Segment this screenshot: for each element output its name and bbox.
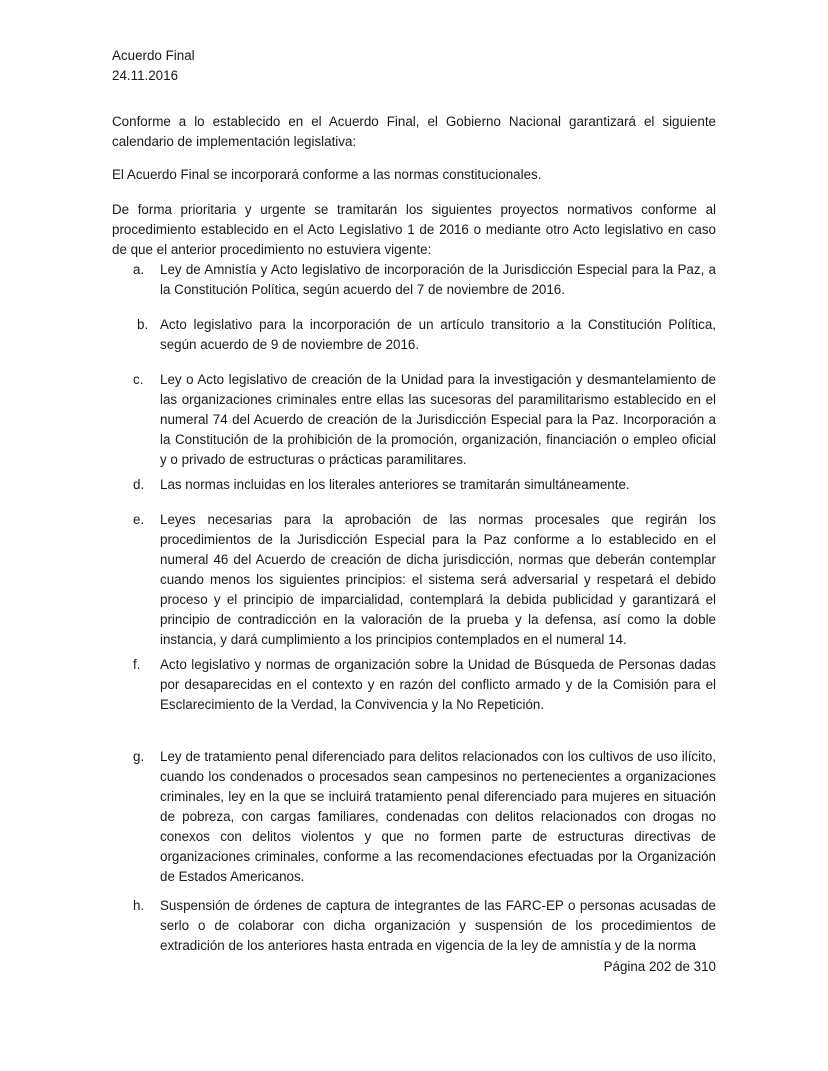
list-item-f [112, 655, 716, 715]
list-letter: c. [133, 372, 144, 387]
list-text: Ley de Amnistía y Acto legislativo de incorporación de la Jurisdicción Especial para la Paz, a la Constitución Política, según acuerdo del 7 de noviembre de 2016. [160, 262, 716, 297]
list-letter: g. [133, 749, 145, 764]
list-letter: a. [133, 262, 145, 277]
list-letter: e. [133, 512, 145, 527]
list-text: Leyes necesarias para la aprobación de las normas procesales que regirán los procedimientos de la Jurisdicción Especial para la Paz conforme a lo establecido en el numeral 46 del Acuerdo de creación de dicha jurisdicción, normas que deberán contemplar cuando menos los siguientes principios: el sistema será adversarial y respetará el debido proceso y el principio de imparcialidad, contemplará la debida publicidad y garantizará el principio de contradicción en la valoración de la prueba y la defensa, así como la doble instancia, y dará cumplimiento a los principios contemplados en el numeral 14. [160, 512, 716, 647]
list-text: Acto legislativo para la incorporación de un artículo transitorio a la Constitución Política, según acuerdo de 9 de noviembre de 2016. [160, 317, 716, 352]
list-item-h [112, 896, 716, 956]
list-item-a [112, 260, 716, 300]
list-text: Acto legislativo y normas de organización sobre la Unidad de Búsqueda de Personas dadas por desaparecidas en el contexto y en razón del conflicto armado y de la Comisión para el Esclarecimiento de la Verdad, la Convivencia y la No Repetición. [160, 657, 716, 712]
paragraph-priority: De forma prioritaria y urgente se tramitarán los siguientes proyectos normativos conforme al procedimiento establecido en el Acto Legislativo 1 de 2016 o mediante otro Acto legislativo en caso de que el anterior procedimiento no estuviera vigente: [112, 202, 716, 257]
list-item-c [112, 370, 716, 470]
paragraph-constitutional: El Acuerdo Final se incorporará conforme a las normas constitucionales. [112, 167, 542, 182]
list-item-g [112, 747, 716, 887]
list-item-d [112, 475, 716, 495]
list-item-b [112, 315, 716, 355]
header-date: 24.11.2016 [112, 68, 179, 83]
page-number: Página 202 de 310 [603, 959, 716, 974]
list-letter: d. [133, 477, 145, 492]
paragraph-intro: Conforme a lo establecido en el Acuerdo Final, el Gobierno Nacional garantizará el siguiente calendario de implementación legislativa: [112, 114, 716, 149]
list-letter: f. [133, 657, 141, 672]
header-title: Acuerdo Final [112, 48, 195, 63]
list-text: Suspensión de órdenes de captura de integrantes de las FARC-EP o personas acusadas de serlo o de colaborar con dicha organización y suspensión de los procedimientos de extradición de los anteriores hasta entrada en vigencia de la ley de amnistía y de la norma [160, 898, 716, 953]
list-text: Las normas incluidas en los literales anteriores se tramitarán simultáneamente. [160, 477, 630, 492]
list-letter: h. [133, 898, 145, 913]
list-item-e [112, 510, 716, 650]
list-text: Ley o Acto legislativo de creación de la Unidad para la investigación y desmantelamiento de las organizaciones criminales entre ellas las sucesoras del paramilitarismo establecido en el numeral 74 del Acuerdo de creación de la Jurisdicción Especial para la Paz. Incorporación a la Constitución de la prohibición de la promoción, organización, financiación o empleo oficial y o privado de estructuras o prácticas paramilitares. [160, 372, 716, 467]
document-header [112, 46, 195, 86]
list-text: Ley de tratamiento penal diferenciado para delitos relacionados con los cultivos de uso ilícito, cuando los condenados o procesados sean campesinos no pertenecientes a organizaciones criminales, ley en la que se incluirá tratamiento penal diferenciado para mujeres en situación de pobreza, con cargas familiares, condenadas con delitos relacionados con drogas no conexos con delitos violentos y que no formen parte de estructuras directivas de organizaciones criminales, conforme a las recomendaciones efectuadas por la Organización de Estados Americanos. [160, 749, 716, 884]
list-letter: b. [137, 317, 149, 332]
